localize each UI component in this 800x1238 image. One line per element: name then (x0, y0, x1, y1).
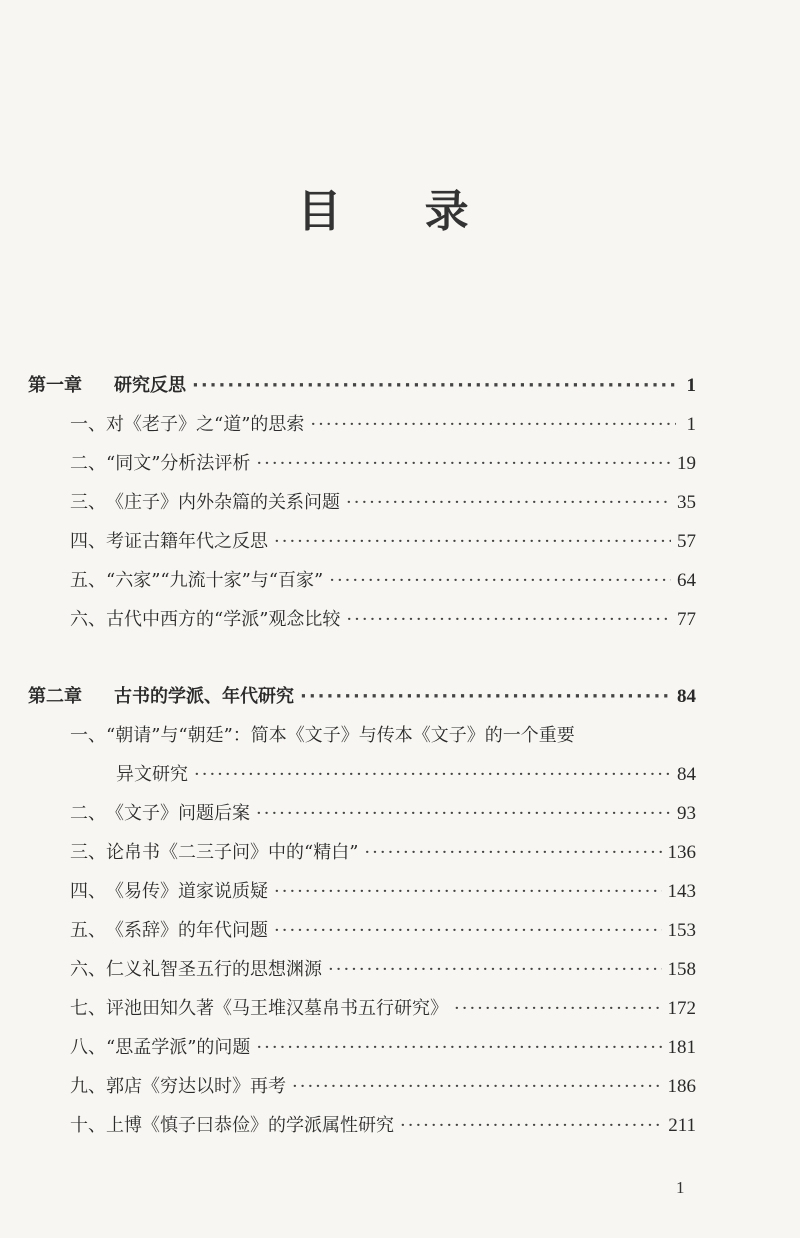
dot-leader (256, 444, 671, 483)
dot-leader (364, 833, 661, 872)
page-number: 64 (677, 570, 696, 591)
page-number: 77 (677, 609, 696, 630)
section-number: 五、 (70, 920, 106, 941)
toc-entry[interactable] (28, 483, 696, 522)
page-number: 172 (667, 998, 696, 1019)
page-number: 153 (667, 920, 696, 941)
page-number: 186 (667, 1076, 696, 1097)
section-number: 四、 (70, 881, 106, 902)
dot-leader (310, 405, 676, 444)
dot-leader (256, 794, 671, 833)
section-title: 论帛书《二三子问》中的“精白” (106, 842, 359, 863)
dot-leader (300, 677, 671, 716)
section-title: 评池田知久著《马王堆汉墓帛书五行研究》 (106, 998, 448, 1019)
toc-entry[interactable] (28, 794, 696, 833)
toc-entry-continuation[interactable] (28, 755, 696, 794)
toc-entry[interactable] (28, 950, 696, 989)
dot-leader (346, 600, 671, 639)
toc-entry[interactable] (28, 989, 696, 1028)
section-number: 十、 (70, 1115, 106, 1136)
page-number: 93 (677, 803, 696, 824)
page-number: 143 (667, 881, 696, 902)
section-title: “思孟学派”的问题 (106, 1037, 251, 1058)
dot-leader (328, 950, 662, 989)
toc-entry[interactable] (28, 1067, 696, 1106)
section-title: “同文”分析法评析 (106, 453, 251, 474)
page-number: 84 (677, 686, 696, 707)
chapter-heading[interactable] (28, 677, 696, 716)
section-title: 《文子》问题后案 (106, 803, 250, 824)
table-of-contents (28, 366, 696, 1183)
section-title: 《易传》道家说质疑 (106, 881, 268, 902)
section-title: “朝请”与“朝廷”：简本《文子》与传本《文子》的一个重要 (106, 725, 575, 746)
chapter-2 (28, 677, 696, 1145)
toc-entry[interactable] (28, 444, 696, 483)
toc-entry[interactable] (28, 561, 696, 600)
page-number: 181 (667, 1037, 696, 1058)
section-title-continuation: 异文研究 (116, 764, 188, 785)
section-title: 对《老子》之“道”的思索 (106, 414, 305, 435)
page-number: 158 (667, 959, 696, 980)
dot-leader (346, 483, 671, 522)
section-number: 五、 (70, 570, 106, 591)
page-number: 1 (686, 375, 696, 396)
dot-leader (400, 1106, 662, 1145)
chapter-number: 第一章 (28, 375, 82, 396)
section-number: 六、 (70, 959, 106, 980)
page-number: 35 (677, 492, 696, 513)
section-number: 四、 (70, 531, 106, 552)
page-number: 1 (686, 414, 696, 435)
dot-leader (274, 911, 662, 950)
dot-leader (454, 989, 662, 1028)
section-number: 九、 (70, 1076, 106, 1097)
toc-entry[interactable] (28, 716, 696, 755)
toc-entry[interactable] (28, 1106, 696, 1145)
section-title: 古代中西方的“学派”观念比较 (106, 609, 341, 630)
dot-leader (192, 366, 676, 405)
page-number: 211 (668, 1115, 696, 1136)
chapter-title: 研究反思 (114, 375, 186, 396)
dot-leader (292, 1067, 662, 1106)
section-title: “六家”“九流十家”与“百家” (106, 570, 324, 591)
toc-entry[interactable] (28, 600, 696, 639)
toc-entry[interactable] (28, 833, 696, 872)
section-title: 《系辞》的年代问题 (106, 920, 268, 941)
chapter-1 (28, 366, 696, 639)
section-number: 三、 (70, 842, 106, 863)
section-title: 仁义礼智圣五行的思想渊源 (106, 959, 322, 980)
section-number: 八、 (70, 1037, 106, 1058)
dot-leader (194, 755, 671, 794)
page-number: 19 (677, 453, 696, 474)
page-folio: 1 (676, 1178, 685, 1197)
section-number: 二、 (70, 803, 106, 824)
section-title: 上博《慎子曰恭俭》的学派属性研究 (106, 1115, 394, 1136)
dot-leader (274, 872, 662, 911)
page-title: 目 录 (297, 186, 503, 237)
section-number: 七、 (70, 998, 106, 1019)
dot-leader (274, 522, 671, 561)
dot-leader (329, 561, 671, 600)
chapter-heading[interactable] (28, 366, 696, 405)
section-title: 郭店《穷达以时》再考 (106, 1076, 286, 1097)
section-number: 三、 (70, 492, 106, 513)
page-number: 136 (667, 842, 696, 863)
toc-entry[interactable] (28, 911, 696, 950)
chapter-title: 古书的学派、年代研究 (114, 686, 294, 707)
toc-entry[interactable] (28, 1028, 696, 1067)
section-number: 一、 (70, 725, 106, 746)
toc-entry[interactable] (28, 872, 696, 911)
section-title: 考证古籍年代之反思 (106, 531, 268, 552)
section-number: 二、 (70, 453, 106, 474)
dot-leader (256, 1028, 661, 1067)
section-number: 六、 (70, 609, 106, 630)
toc-entry[interactable] (28, 522, 696, 561)
chapter-number: 第二章 (28, 686, 82, 707)
page-number: 84 (677, 764, 696, 785)
section-title: 《庄子》内外杂篇的关系问题 (106, 492, 340, 513)
section-number: 一、 (70, 414, 106, 435)
toc-entry[interactable] (28, 405, 696, 444)
page-number: 57 (677, 531, 696, 552)
